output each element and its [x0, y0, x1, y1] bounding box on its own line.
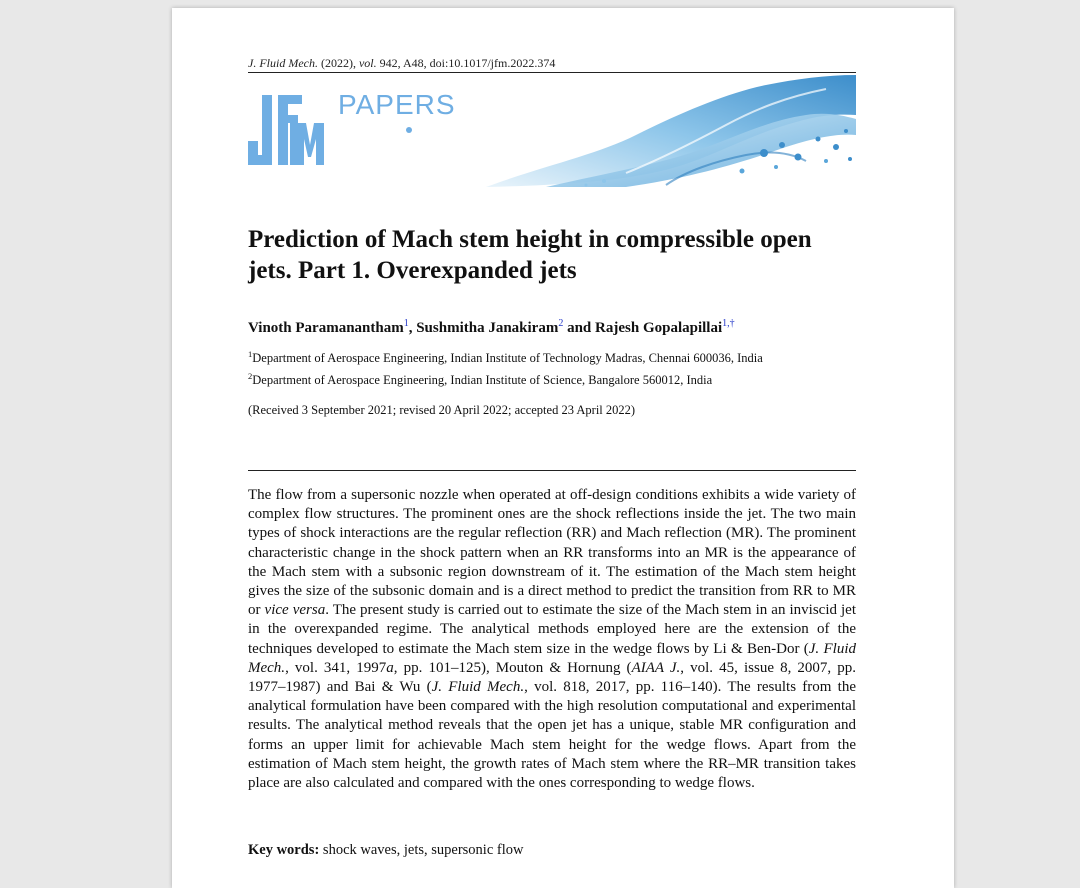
- jfm-logo: [248, 93, 338, 183]
- reference-journal: J. Fluid Mech.: [248, 640, 856, 676]
- author-separator: ,: [408, 320, 417, 336]
- received-dates: (Received 3 September 2021; revised 20 April 2022; accepted 23 April 2022): [248, 403, 636, 417]
- key-words: [248, 842, 523, 859]
- citation-rest: 942, A48, doi:10.1017/jfm.2022.374: [376, 56, 556, 70]
- author-separator: and: [563, 320, 596, 336]
- journal-citation: [248, 56, 555, 71]
- abstract-text: , vol. 818, 2017, pp. 116–140). The results from the analytical formulation have been compared with the high resolution computational and experimental results. The analytical method reveals that the open jet has a unique, stable MR configuration and forms an upper limit for achievable Mach stem height for the wedge flows. Apart from the estimation of Mach stem height, the growth rates of Mach stem where the RR–MR transition takes place are also calculated and compared with the ones corresponding to wedge flows.: [248, 679, 857, 792]
- author-affiliation-link[interactable]: 1,†: [722, 318, 735, 329]
- abstract-italic: vice versa: [264, 602, 326, 619]
- affiliation-1: [248, 349, 868, 366]
- abstract-text: . The present study is carried out to estimate the size of the Mach stem in an inviscid jet in the overexpanded regime. The analytical methods employed here are the extension of the techniques developed to estimate the Mach stem size in the wedge flows by Li & Ben-Dor (: [248, 602, 857, 657]
- water-splash-image: [426, 75, 856, 187]
- key-words-value: shock waves, jets, supersonic flow: [319, 842, 524, 858]
- author-affiliation-link[interactable]: 2: [558, 318, 564, 329]
- affiliation-marker: 1: [248, 349, 253, 359]
- abstract-text: The flow from a supersonic nozzle when operated at off-design conditions exhibits a wide variety of complex flow structures. The prominent ones are the shock reflections inside the jet. The two main types of shock interactions are the regular reflection (RR) and Mach reflection (MR). The prominent characteristic change in the shock pattern when an RR transforms into an MR is the appearance of the Mach stem with a subsonic region downstream of it. The estimation of the Mach stem height gives the size of the subsonic domain and is a direct method to predict the transition from RR to MR or: [248, 487, 856, 619]
- key-words-label: Key words:: [248, 842, 320, 858]
- papers-label: PAPERS: [338, 89, 456, 120]
- citation-vol-label: vol.: [358, 56, 377, 70]
- author-name: Vinoth Paramanantham: [248, 320, 404, 336]
- paper-title: Prediction of Mach stem height in compressible open jets. Part 1. Overexpanded jets: [248, 226, 812, 284]
- affiliation-marker: 2: [248, 371, 253, 381]
- citation-journal: J. Fluid Mech.: [248, 56, 318, 70]
- reference-journal: J. Fluid Mech.: [431, 679, 525, 696]
- abstract-text: , vol. 45, issue 8, 2007, pp. 1977–1987) and Bai & Wu (: [248, 659, 856, 696]
- affiliation-2: [248, 371, 868, 388]
- abstract-text: , pp. 101–125), Mouton & Hornung (: [393, 659, 632, 676]
- affiliation-text: Department of Aerospace Engineering, Indian Institute of Technology Madras, Chennai 600036, India: [252, 351, 763, 366]
- abstract: [248, 486, 856, 793]
- abstract-text: , vol. 341, 1997: [285, 659, 387, 676]
- papers-dot: [406, 127, 412, 133]
- author-name: Sushmitha Janakiram: [416, 320, 559, 336]
- jfm-banner: [248, 75, 856, 187]
- abstract-italic: a: [386, 659, 394, 676]
- author-name: Rajesh Gopalapillai: [595, 320, 723, 336]
- author-affiliation-link[interactable]: 1: [403, 318, 409, 329]
- affiliation-text: Department of Aerospace Engineering, Indian Institute of Science, Bangalore 560012, India: [252, 373, 713, 388]
- citation-year: (2022),: [317, 56, 359, 70]
- abstract-rule: [248, 470, 856, 471]
- header-rule: [248, 72, 856, 73]
- author-list: [248, 318, 856, 337]
- reference-journal: AIAA J.: [631, 659, 681, 676]
